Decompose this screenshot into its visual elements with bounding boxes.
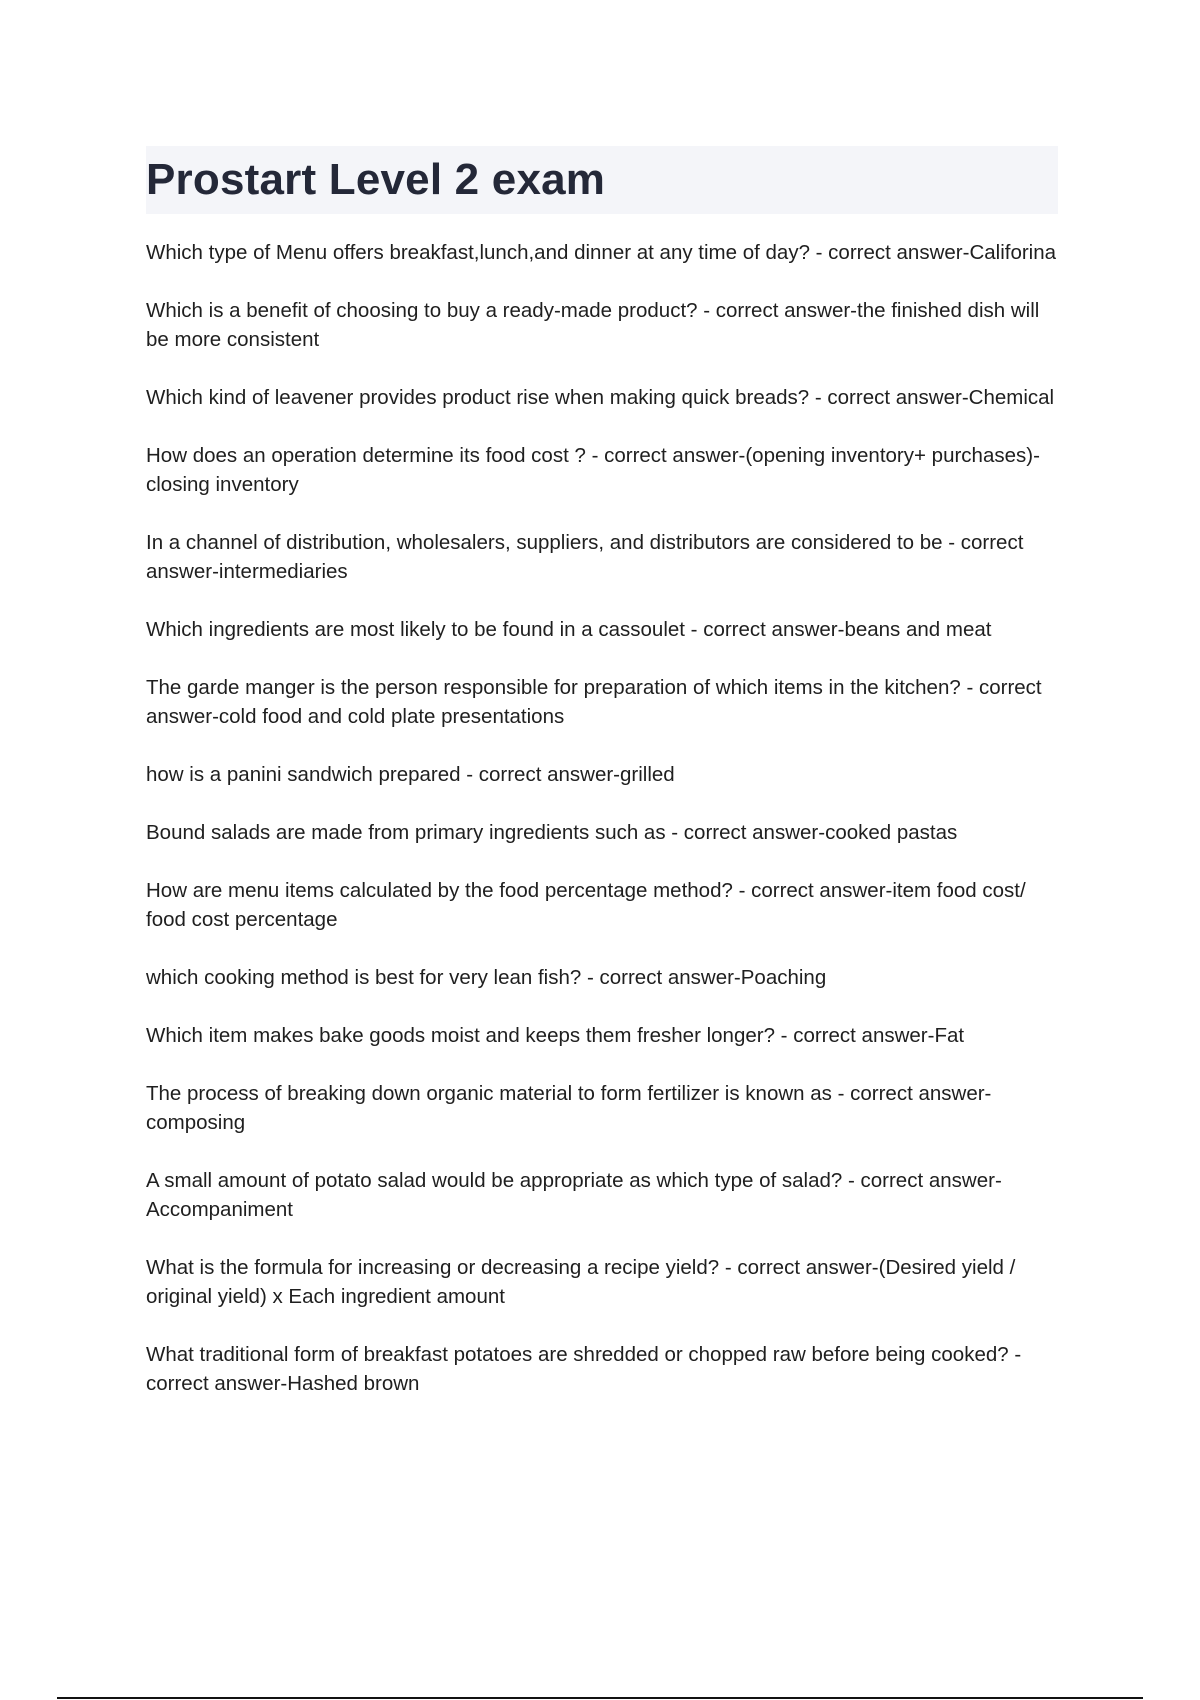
qa-item: Which item makes bake goods moist and keeps them fresher longer? - correct answer-Fat [146, 1024, 965, 1047]
qa-item: Which kind of leavener provides product rise when making quick breads? - correct answer-Chemical [146, 386, 1055, 409]
qa-item: What is the formula for increasing or decreasing a recipe yield? - correct answer-(Desired yield / original yield) x Each ingredient amount [146, 1256, 1016, 1308]
qa-item: which cooking method is best for very lean fish? - correct answer-Poaching [146, 966, 827, 989]
qa-item: The garde manger is the person responsible for preparation of which items in the kitchen? - correct answer-cold food and cold plate presentations [146, 676, 1042, 728]
qa-item: how is a panini sandwich prepared - correct answer-grilled [146, 763, 675, 786]
qa-item: In a channel of distribution, wholesalers, suppliers, and distributors are considered to be - correct answer-intermediaries [146, 531, 1024, 583]
footer-divider [57, 1697, 1143, 1699]
qa-item: Which ingredients are most likely to be found in a cassoulet - correct answer-beans and meat [146, 618, 992, 641]
qa-item: Which type of Menu offers breakfast,lunch,and dinner at any time of day? - correct answer-Califorina [146, 241, 1057, 264]
qa-item: Which is a benefit of choosing to buy a ready-made product? - correct answer-the finished dish will be more consistent [146, 299, 1040, 351]
qa-item: A small amount of potato salad would be appropriate as which type of salad? - correct answer-Accompaniment [146, 1169, 1002, 1221]
qa-item: Bound salads are made from primary ingredients such as - correct answer-cooked pastas [146, 821, 958, 844]
qa-item: What traditional form of breakfast potatoes are shredded or chopped raw before being cooked? - correct answer-Hashed brown [146, 1343, 1022, 1395]
qa-item: How are menu items calculated by the food percentage method? - correct answer-item food cost/ food cost percentage [146, 879, 1026, 931]
qa-item: The process of breaking down organic material to form fertilizer is known as - correct answer-composing [146, 1082, 992, 1134]
qa-list [146, 238, 1061, 1427]
title-banner [146, 146, 1058, 214]
qa-item: How does an operation determine its food cost ? - correct answer-(opening inventory+ purchases)-closing inventory [146, 444, 1040, 496]
document-title: Prostart Level 2 exam [146, 155, 606, 204]
